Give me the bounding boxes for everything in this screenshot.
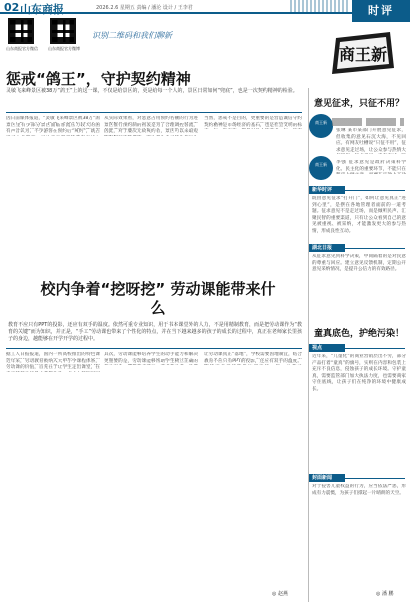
divider: [345, 348, 405, 349]
commenter-avatar: 商王新: [309, 156, 333, 180]
article2-col1: [6, 352, 100, 588]
divider: [345, 478, 405, 479]
section-text: 既由意见征求“打开门”，如何让意见真正“进到心里”，是摆在各地管理者面前的一道考题。征求意见不是走过场，而是倾听民声、汇聚民智的重要渠道，只有让公众看到自己的意见被重视、被采纳，才能激发更大的参与热情，形成良性互动。: [312, 196, 406, 234]
qr-caption: 山东商报官方微信: [6, 46, 38, 51]
header-accent-pattern: [290, 0, 350, 14]
comment-name: 李强: [336, 160, 347, 165]
article2-paragraph: 更重要的是，劳动课能够帮助学生树立正确的: [104, 358, 198, 364]
section-header: 新华时评: [309, 186, 345, 194]
qr-code-icon: [50, 18, 76, 44]
article1-paragraph: 有声音认为，不少游客在预约后“爽约”，既占: [6, 129, 100, 135]
right-author: ◎ 潘 鹏: [376, 591, 394, 597]
page-number: 02: [4, 1, 20, 14]
article2-paragraph: 让劳动课真正“落地”，学校需要因地制宜，结合: [204, 352, 302, 357]
column-logo: [328, 28, 398, 78]
qr-code-icon: [8, 18, 34, 44]
date-line: 2026.2.6 星期五 责编 / 潘沦 设计 / 王李君: [96, 5, 193, 11]
article1-col3: [204, 116, 302, 276]
article2-paragraph: 其次，劳动课能够培养学生的动手能力和解决: [104, 352, 198, 357]
divider: [345, 190, 405, 191]
divider: [6, 348, 302, 349]
section-header: 湖北日报: [309, 244, 345, 252]
commenter-name-bar: [332, 118, 404, 126]
article2-title: 校内争着“挖呀挖” 劳动课能带来什么: [40, 280, 276, 317]
comment-name: 张琳: [336, 128, 346, 133]
ad-slogan: 识别二维码和我们聊新: [92, 31, 172, 40]
qr-caption: 山东商报官方微博: [48, 46, 80, 51]
divider: [345, 248, 405, 249]
right-comment: [336, 128, 406, 154]
logo-text: 商王新: [338, 45, 388, 64]
article1-paragraph: 因日前媒体报道，“灵敏飞来峰景区被38万“鸽: [6, 116, 100, 121]
section-text: 对于侵害儿童权益的行为，应当依法严惩，形成有力震慑，为孩子们撑起一片晴朗的天空。: [312, 484, 406, 496]
section-tag: 时评: [352, 0, 410, 22]
article2-paragraph: 近年来，劳动教育被纳入大中小学课程体系，: [6, 358, 100, 364]
comment-text: 某市某部门开展意见征求，但收集的意见石沉大海，不见回应。有网友吐槽说“只征不用”，征求意见走过场，让公众参与热情大: [336, 128, 406, 153]
article1-paragraph: 当然，惩戒不是目的，更重要的是营造诚信守约: [204, 116, 302, 121]
comment-text: 征求意见是政府决策科学化、民主化的重要环节，不能只在: [336, 160, 406, 172]
section-text: 从征求意见到科学决策，中间隔着的是对民意的尊重与回应。建立意见反馈机制，定期公开意见采纳情况，是提升公信力的有效路径。: [312, 254, 406, 273]
page-header: [0, 0, 410, 14]
right-headline: 意见征求，只征不用？: [313, 99, 404, 109]
paper-name: 山东商报: [20, 3, 64, 16]
section-header: 视点: [309, 344, 345, 352]
article2-paragraph: 劳动课的价值，首先在于让学生走出课堂，在: [6, 365, 100, 371]
article1-lead: 灵敏飞来峰景区被38万“鸽王”上的这一课，不仅是给景区的，更是给每一个人的，景区日常如何“兜底”，也是一次契约精神的检验。: [6, 88, 298, 94]
article2-lead: 教育不应只有PPT的投影，还应有双手的温度。依然可重专业知识，用于书本课堂外的人力，不是用精制教育，而是把劳动课作为“教育的关键”而为知识，并正是，“手工”劳动课也带来了个性化的特点，并在当下越来越多的孩子的成长的过程中，真正在老师家长里孩子的身边，越能够在开学开学的过程中。: [8, 322, 302, 342]
article2-author: ◎ 赵燕: [272, 591, 288, 597]
article2-paragraph: 据工人日报报道，国内一所高校推出的特色课: [6, 352, 100, 357]
article1-paragraph: 景区推行预约制的初衷是为了合理调控客流，: [104, 122, 198, 128]
section-header: 封面新闻: [309, 474, 345, 482]
right-comment: [336, 160, 406, 174]
article1-paragraph: 景区里有少部分景区面临客流压力较大的困: [6, 122, 100, 128]
article2-col2: [104, 352, 198, 588]
article1-paragraph: 契约精神是市场经济的基石，也是社会文明的标: [204, 122, 302, 128]
article2-col3: [204, 352, 302, 588]
article1-paragraph: 因此，对于屡次无故爽约者，景区可以采取短: [104, 129, 198, 135]
divider: [6, 112, 302, 113]
section-text: 近年来，“儿童化”的商业营销层出不穷，部分产品打着“童真”的旗号，实则在内容和包装上充斥不良信息，侵蚀孩子的成长环境。守护童真，需要监管部门加大执法力度，也需要商家守住底线，让孩子们在纯净的环境中健康成长。: [312, 354, 406, 392]
commenter-avatar: 商王新: [309, 114, 333, 138]
article1-col2: [104, 116, 198, 276]
right-headline-2: 童真底色，护绝污染！: [313, 329, 404, 339]
article1-col1: [6, 116, 100, 276]
article2-paragraph: 教育不应只有PPT的投影，还应有双手的温度。: [204, 358, 302, 364]
article1-paragraph: 从实际效果看，对恶意占用预约名额的行为进: [104, 116, 198, 121]
article1-title: 惩戒“鸽王”，守护契约精神: [6, 70, 191, 88]
